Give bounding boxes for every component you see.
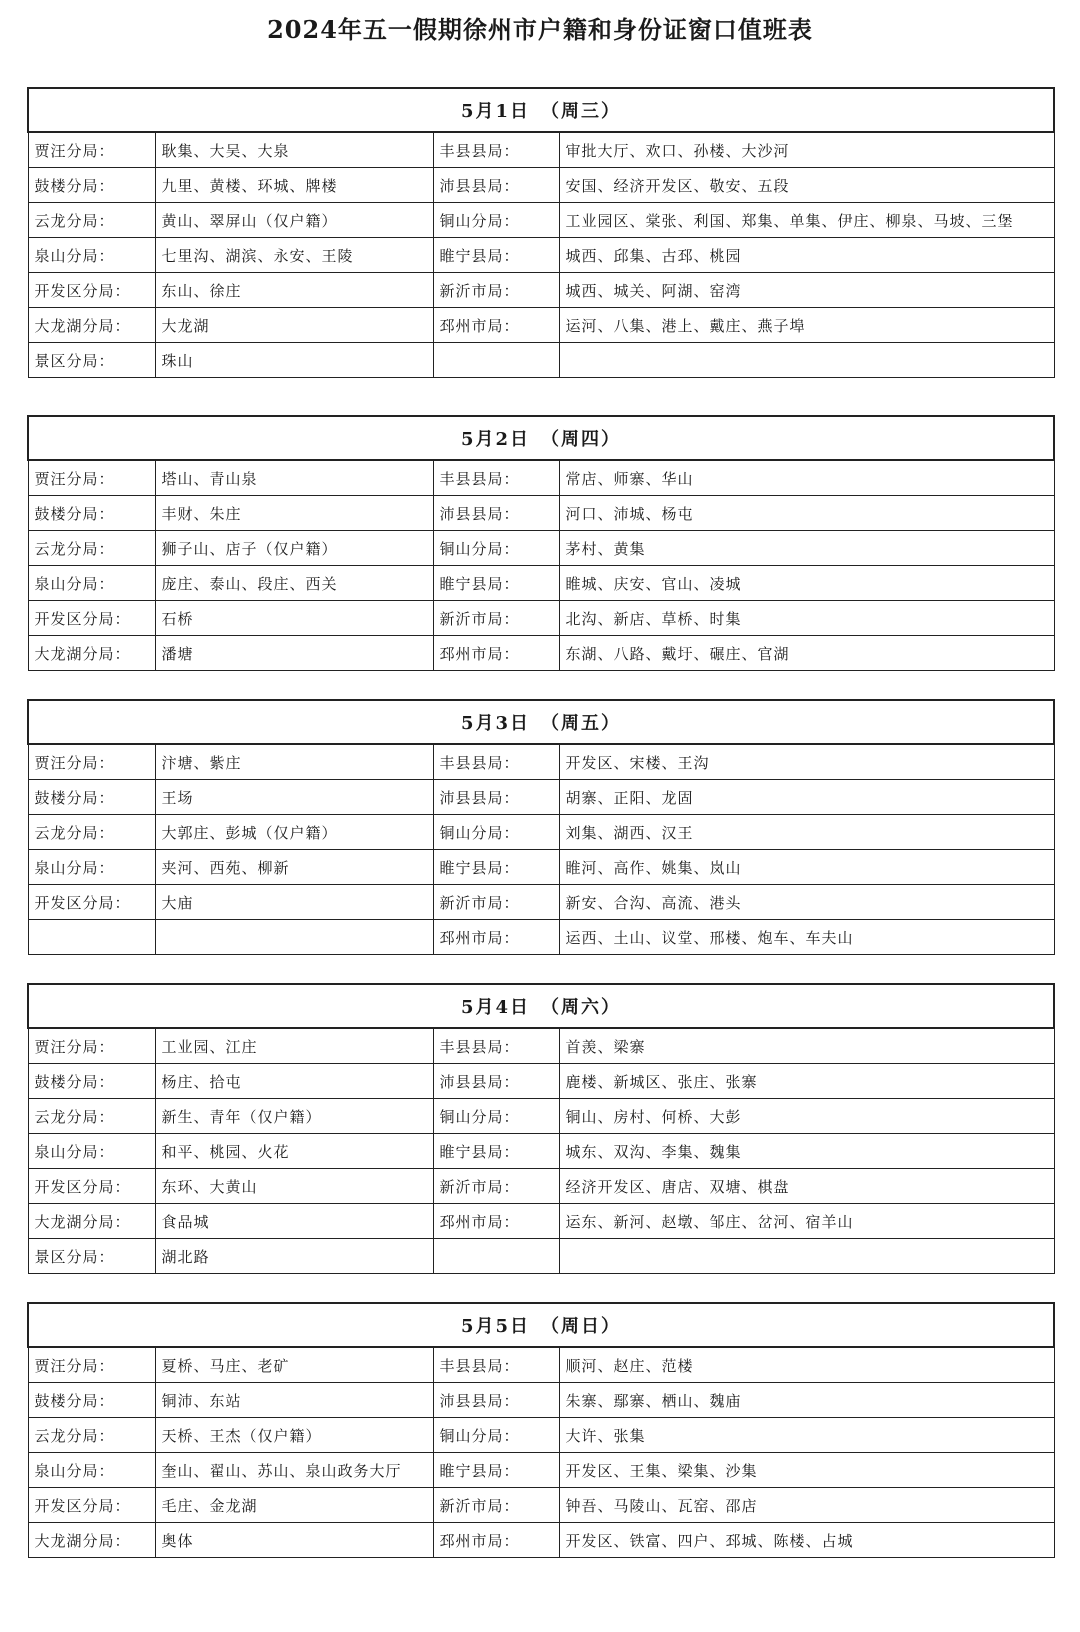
table-row [28,343,1054,378]
table-row [28,1347,1054,1383]
district-name: 大龙湖分局： [28,1204,155,1239]
county-name [433,1239,559,1274]
county-name: 丰县县局： [433,460,559,496]
district-name: 泉山分局： [28,1134,155,1169]
district-name: 云龙分局： [28,1099,155,1134]
table-row [28,168,1054,203]
table-row [28,1169,1054,1204]
county-stations: 开发区、宋楼、王沟 [559,744,1054,780]
day-header-row [28,984,1054,1028]
table-row [28,132,1054,168]
county-name: 新沂市局： [433,1169,559,1204]
county-stations: 东湖、八路、戴圩、碾庄、官湖 [559,636,1054,671]
table-row [28,780,1054,815]
district-stations: 杨庄、拾屯 [155,1064,433,1099]
county-stations: 经济开发区、唐店、双塘、棋盘 [559,1169,1054,1204]
district-name: 泉山分局： [28,566,155,601]
district-name: 云龙分局： [28,203,155,238]
district-stations: 毛庄、金龙湖 [155,1488,433,1523]
district-stations: 大庙 [155,885,433,920]
district-stations: 庞庄、泰山、段庄、西关 [155,566,433,601]
county-stations: 钟吾、马陵山、瓦窑、邵店 [559,1488,1054,1523]
district-name: 鼓楼分局： [28,1383,155,1418]
county-name: 睢宁县局： [433,238,559,273]
district-stations: 东山、徐庄 [155,273,433,308]
day-section [27,87,1053,378]
county-name: 睢宁县局： [433,850,559,885]
district-stations: 奥体 [155,1523,433,1558]
county-name: 沛县县局： [433,1383,559,1418]
district-name: 贾汪分局： [28,1347,155,1383]
county-name: 丰县县局： [433,1347,559,1383]
table-row [28,815,1054,850]
district-name: 云龙分局： [28,815,155,850]
duty-table [27,415,1055,671]
district-name: 景区分局： [28,1239,155,1274]
county-name: 邳州市局： [433,920,559,955]
day-section [27,1302,1053,1558]
county-name: 新沂市局： [433,885,559,920]
county-stations: 运东、新河、赵墩、邹庄、岔河、宿羊山 [559,1204,1054,1239]
county-name: 新沂市局： [433,601,559,636]
district-name: 鼓楼分局： [28,780,155,815]
day-header-row [28,416,1054,460]
county-name: 新沂市局： [433,273,559,308]
district-name: 泉山分局： [28,850,155,885]
table-row [28,1099,1054,1134]
table-row [28,1204,1054,1239]
district-name: 贾汪分局： [28,1028,155,1064]
county-name: 沛县县局： [433,168,559,203]
district-stations: 食品城 [155,1204,433,1239]
district-stations: 潘塘 [155,636,433,671]
county-stations: 开发区、铁富、四户、邳城、陈楼、占城 [559,1523,1054,1558]
district-name: 开发区分局： [28,273,155,308]
district-stations: 黄山、翠屏山（仅户籍） [155,203,433,238]
district-stations: 夹河、西苑、柳新 [155,850,433,885]
day-header: 5月2日 （周四） [28,416,1054,460]
table-row [28,1028,1054,1064]
county-name: 铜山分局： [433,1418,559,1453]
county-name: 丰县县局： [433,1028,559,1064]
district-name [28,920,155,955]
district-name: 贾汪分局： [28,460,155,496]
county-stations [559,343,1054,378]
county-name: 铜山分局： [433,531,559,566]
county-stations: 运西、土山、议堂、邢楼、炮车、车夫山 [559,920,1054,955]
district-name: 景区分局： [28,343,155,378]
table-row [28,1488,1054,1523]
table-row [28,885,1054,920]
county-name: 邳州市局： [433,308,559,343]
day-section [27,983,1053,1274]
table-row [28,531,1054,566]
county-stations: 铜山、房村、何桥、大彭 [559,1099,1054,1134]
district-stations: 王场 [155,780,433,815]
county-name: 铜山分局： [433,203,559,238]
county-stations: 常店、师寨、华山 [559,460,1054,496]
district-name: 泉山分局： [28,1453,155,1488]
county-stations: 朱寨、鄢寨、栖山、魏庙 [559,1383,1054,1418]
district-stations: 七里沟、湖滨、永安、王陵 [155,238,433,273]
county-name: 丰县县局： [433,132,559,168]
county-name: 新沂市局： [433,1488,559,1523]
district-name: 贾汪分局： [28,744,155,780]
district-name: 大龙湖分局： [28,308,155,343]
district-stations: 新生、青年（仅户籍） [155,1099,433,1134]
district-stations: 大郭庄、彭城（仅户籍） [155,815,433,850]
county-stations: 首羡、梁寨 [559,1028,1054,1064]
district-stations: 塔山、青山泉 [155,460,433,496]
duty-table [27,983,1055,1274]
county-name: 睢宁县局： [433,1134,559,1169]
county-stations: 睢城、庆安、官山、凌城 [559,566,1054,601]
table-row [28,1134,1054,1169]
county-stations: 审批大厅、欢口、孙楼、大沙河 [559,132,1054,168]
district-stations: 狮子山、店子（仅户籍） [155,531,433,566]
table-row [28,273,1054,308]
county-stations: 胡寨、正阳、龙固 [559,780,1054,815]
district-name: 大龙湖分局： [28,1523,155,1558]
district-name: 开发区分局： [28,1169,155,1204]
district-name: 鼓楼分局： [28,1064,155,1099]
district-stations [155,920,433,955]
day-header-row [28,700,1054,744]
table-row [28,601,1054,636]
district-name: 大龙湖分局： [28,636,155,671]
day-section [27,699,1053,955]
district-stations: 奎山、翟山、苏山、泉山政务大厅 [155,1453,433,1488]
district-stations: 耿集、大吴、大泉 [155,132,433,168]
county-stations: 刘集、湖西、汉王 [559,815,1054,850]
county-stations: 运河、八集、港上、戴庄、燕子埠 [559,308,1054,343]
district-stations: 石桥 [155,601,433,636]
district-name: 鼓楼分局： [28,496,155,531]
day-header-row [28,1303,1054,1347]
county-stations: 城西、邱集、古邳、桃园 [559,238,1054,273]
district-stations: 工业园、江庄 [155,1028,433,1064]
county-name: 邳州市局： [433,636,559,671]
district-name: 开发区分局： [28,1488,155,1523]
county-name: 铜山分局： [433,815,559,850]
table-row [28,1418,1054,1453]
page-title: 2024年五一假期徐州市户籍和身份证窗口值班表 [267,15,813,44]
district-stations: 天桥、王杰（仅户籍） [155,1418,433,1453]
district-stations: 和平、桃园、火花 [155,1134,433,1169]
district-name: 云龙分局： [28,1418,155,1453]
day-header-row [28,88,1054,132]
county-name: 睢宁县局： [433,1453,559,1488]
duty-table [27,1302,1055,1558]
county-stations: 鹿楼、新城区、张庄、张寨 [559,1064,1054,1099]
day-header: 5月1日 （周三） [28,88,1054,132]
county-name: 沛县县局： [433,1064,559,1099]
district-name: 开发区分局： [28,601,155,636]
county-name: 邳州市局： [433,1523,559,1558]
table-row [28,850,1054,885]
table-row [28,1383,1054,1418]
table-row [28,566,1054,601]
day-section [27,415,1053,671]
table-row [28,1453,1054,1488]
county-name: 沛县县局： [433,496,559,531]
county-stations: 城东、双沟、李集、魏集 [559,1134,1054,1169]
county-stations: 顺河、赵庄、范楼 [559,1347,1054,1383]
county-name: 沛县县局： [433,780,559,815]
table-row [28,203,1054,238]
table-row [28,496,1054,531]
district-stations: 东环、大黄山 [155,1169,433,1204]
district-stations: 湖北路 [155,1239,433,1274]
county-stations [559,1239,1054,1274]
day-header: 5月3日 （周五） [28,700,1054,744]
county-name: 睢宁县局： [433,566,559,601]
district-name: 鼓楼分局： [28,168,155,203]
county-stations: 北沟、新店、草桥、时集 [559,601,1054,636]
district-stations: 丰财、朱庄 [155,496,433,531]
table-row [28,238,1054,273]
county-name: 丰县县局： [433,744,559,780]
table-row [28,1523,1054,1558]
duty-table [27,87,1055,378]
table-row [28,1064,1054,1099]
district-name: 云龙分局： [28,531,155,566]
day-header: 5月5日 （周日） [28,1303,1054,1347]
district-name: 开发区分局： [28,885,155,920]
district-name: 泉山分局： [28,238,155,273]
table-row [28,744,1054,780]
county-stations: 睢河、高作、姚集、岚山 [559,850,1054,885]
county-stations: 大许、张集 [559,1418,1054,1453]
day-header: 5月4日 （周六） [28,984,1054,1028]
county-name: 邳州市局： [433,1204,559,1239]
district-stations: 汴塘、紫庄 [155,744,433,780]
county-stations: 安国、经济开发区、敬安、五段 [559,168,1054,203]
table-row [28,460,1054,496]
county-stations: 新安、合沟、高流、港头 [559,885,1054,920]
county-stations: 城西、城关、阿湖、窑湾 [559,273,1054,308]
county-stations: 茅村、黄集 [559,531,1054,566]
table-row [28,308,1054,343]
district-stations: 珠山 [155,343,433,378]
county-stations: 工业园区、棠张、利国、郑集、单集、伊庄、柳泉、马坡、三堡 [559,203,1054,238]
table-row [28,1239,1054,1274]
table-row [28,920,1054,955]
district-stations: 九里、黄楼、环城、牌楼 [155,168,433,203]
table-row [28,636,1054,671]
duty-table [27,699,1055,955]
county-stations: 开发区、王集、梁集、沙集 [559,1453,1054,1488]
county-stations: 河口、沛城、杨屯 [559,496,1054,531]
county-name [433,343,559,378]
district-stations: 大龙湖 [155,308,433,343]
district-stations: 铜沛、东站 [155,1383,433,1418]
county-name: 铜山分局： [433,1099,559,1134]
district-name: 贾汪分局： [28,132,155,168]
district-stations: 夏桥、马庄、老矿 [155,1347,433,1383]
